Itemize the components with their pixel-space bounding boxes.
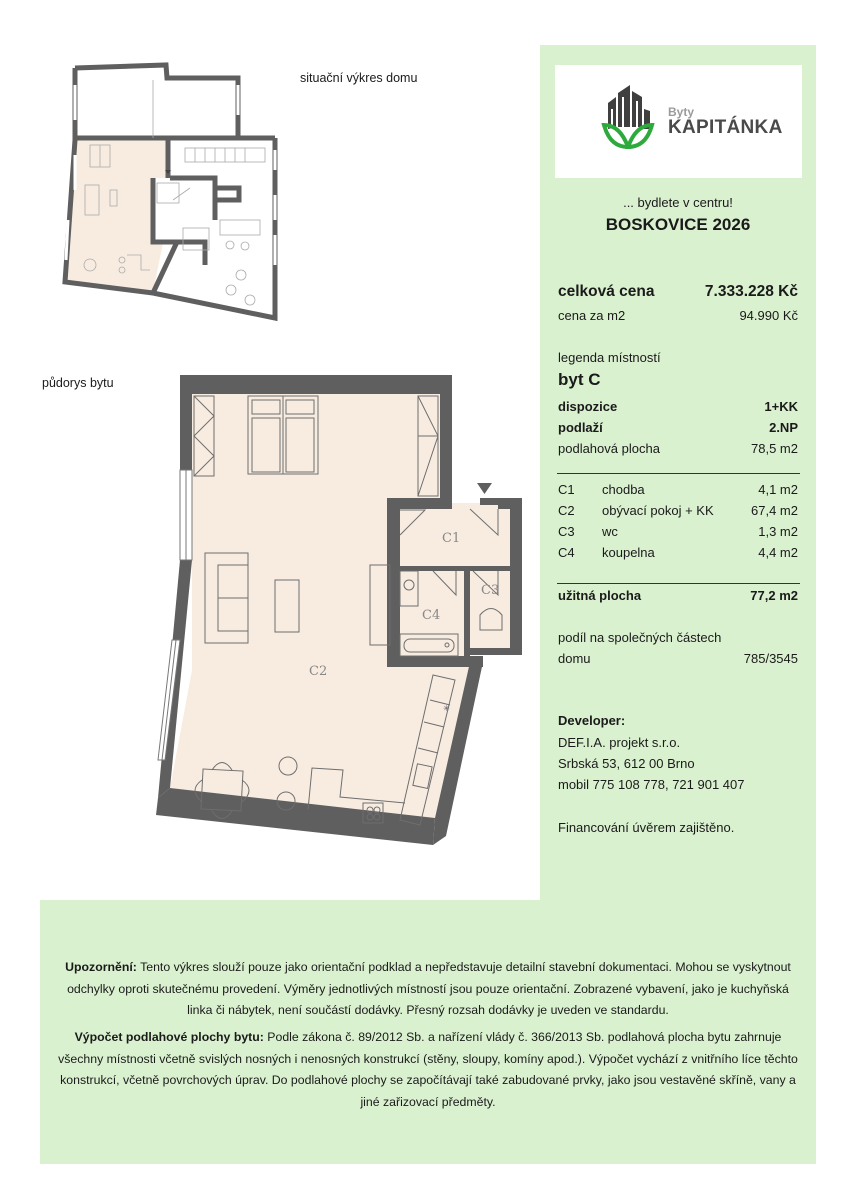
developer-heading: Developer: <box>558 713 626 728</box>
share-row <box>558 651 798 666</box>
floor-value: 2.NP <box>769 420 798 435</box>
layout-value: 1+KK <box>764 399 798 414</box>
calc-paragraph <box>54 1027 802 1113</box>
info-panel <box>540 45 816 900</box>
room-code: C4 <box>558 545 575 560</box>
total-price-row <box>558 283 798 301</box>
room-code: C1 <box>558 482 575 497</box>
city-year: BOSKOVICE 2026 <box>605 215 751 234</box>
total-price-label: celková cena <box>558 283 655 300</box>
share-label-2: domu <box>558 651 591 666</box>
building-leaf-icon <box>600 83 656 151</box>
site-plan-drawing <box>55 60 285 325</box>
room-name: wc <box>602 524 618 539</box>
svg-text:✳: ✳ <box>443 704 450 713</box>
usable-area-row <box>558 588 798 603</box>
unit-plan-title: půdorys bytu <box>42 376 114 390</box>
logo <box>555 65 802 178</box>
price-per-m2-row <box>558 308 798 323</box>
layout-row <box>558 399 798 414</box>
room-code: C3 <box>558 524 575 539</box>
share-value: 785/3545 <box>743 651 798 666</box>
disclaimer-panel <box>40 900 816 1164</box>
legend-label: legenda místností <box>558 350 661 365</box>
logo-byty: Byty <box>668 105 695 119</box>
financing-note: Financování úvěrem zajištěno. <box>558 820 735 835</box>
room-area: 1,3 m2 <box>758 524 798 539</box>
developer-address: Srbská 53, 612 00 Brno <box>558 756 695 771</box>
share-label: podíl na společných částech <box>558 630 722 645</box>
developer-company: DEF.I.A. projekt s.r.o. <box>558 735 681 750</box>
room-name: chodba <box>602 482 645 497</box>
entrance-arrow-icon <box>477 483 492 494</box>
divider <box>557 473 800 474</box>
floor-area-label: podlahová plocha <box>558 441 660 456</box>
warning-text: Tento výkres slouží pouze jako orientační podklad a nepředstavuje detailní stavební dokumentaci. Mohou se vyskytnout odchylky oproti skutečnému provedení. Výměry jednotlivých místností jsou pouze orientační. Zobrazené vybavení, jako je kuchyňská linka či nábytek, není součástí dodávky. Přesný rozsah dodávky je uveden ve standardu. <box>67 960 791 1017</box>
floor-area-row <box>558 441 798 456</box>
unit-name: byt C <box>558 370 601 389</box>
room-label-c1: C1 <box>442 531 461 546</box>
unit-floor-plan <box>150 370 530 855</box>
total-price-value: 7.333.228 Kč <box>704 283 798 300</box>
room-label-c3: C3 <box>481 583 500 598</box>
room-area: 4,1 m2 <box>758 482 798 497</box>
room-name: koupelna <box>602 545 655 560</box>
room-code: C2 <box>558 503 575 518</box>
floor-label: podlaží <box>558 420 603 435</box>
warning-label: Upozornění: <box>65 960 137 974</box>
divider <box>557 583 800 584</box>
floor-area-value: 78,5 m2 <box>751 441 798 456</box>
layout-label: dispozice <box>558 399 618 414</box>
warning-paragraph <box>54 957 802 1022</box>
room-area: 67,4 m2 <box>751 503 798 518</box>
calc-text: Podle zákona č. 89/2012 Sb. a nařízení vlády č. 366/2013 Sb. podlahová plocha bytu zahrnuje všechny místnosti včetně svislých nosných i nenosných konstrukcí (stěny, sloupy, komíny apod.). Výpočet vychází z vnitřního líce těchto konstrukcí, včetně povrchových úprav. Do podlahové plochy se započítávají také zabudované prvky, jako jsou vestavěné skříně, vany a jiné zařizovací předměty. <box>58 1030 798 1109</box>
tagline: ... bydlete v centru! <box>623 195 733 210</box>
room-label-c2: C2 <box>309 664 328 679</box>
price-per-m2-label: cena za m2 <box>558 308 626 323</box>
logo-kapitanka: KAPITÁNKA <box>668 117 783 138</box>
site-plan-title: situační výkres domu <box>300 71 418 85</box>
usable-area-value: 77,2 m2 <box>750 588 798 603</box>
calc-label: Výpočet podlahové plochy bytu: <box>74 1030 264 1044</box>
room-label-c4: C4 <box>422 608 441 623</box>
usable-area-label: užitná plocha <box>558 588 642 603</box>
price-per-m2-value: 94.990 Kč <box>739 308 798 323</box>
developer-phone: mobil 775 108 778, 721 901 407 <box>558 777 745 792</box>
floor-row <box>558 420 798 435</box>
room-area: 4,4 m2 <box>758 545 798 560</box>
room-name: obývací pokoj + KK <box>602 503 714 518</box>
